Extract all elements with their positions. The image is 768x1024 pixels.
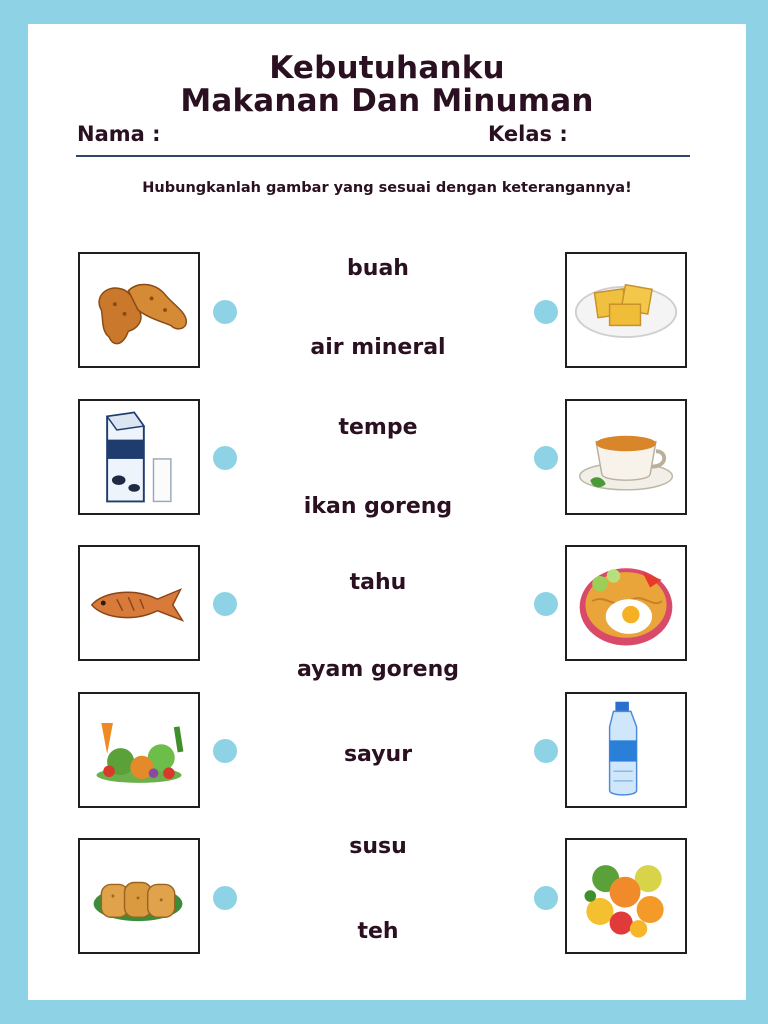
tea-picture [565,399,687,515]
left-dot-3[interactable] [213,592,237,616]
fried-fish-icon [80,547,198,659]
tofu-icon [567,254,685,366]
fruits-icon [567,840,685,952]
title-line-1: Kebutuhanku [269,50,505,86]
tea-cup-icon [567,401,685,513]
right-dot-2[interactable] [534,446,558,470]
right-dot-3[interactable] [534,592,558,616]
word-tahu: tahu [349,570,407,595]
fruits-picture [565,838,687,954]
left-dot-1[interactable] [213,300,237,324]
class-field-label: Kelas : [488,122,568,146]
title-line-2: Makanan Dan Minuman [180,83,594,119]
instruction-text: Hubungkanlah gambar yang sesuai dengan keterangannya! [142,180,632,196]
milk-carton-icon [80,401,198,513]
water-bottle-icon [567,694,685,806]
noodles-picture [565,545,687,661]
vegetables-icon [80,694,198,806]
right-dot-5[interactable] [534,886,558,910]
worksheet [28,24,746,1000]
word-tempe: tempe [338,415,418,440]
word-sayur: sayur [343,742,413,767]
left-dot-5[interactable] [213,886,237,910]
right-dot-1[interactable] [534,300,558,324]
word-air-mineral: air mineral [310,335,446,360]
name-class-underline[interactable] [76,155,690,157]
name-field-label: Nama : [77,122,161,146]
word-ikan-goreng: ikan goreng [303,494,453,519]
tofu-picture [565,252,687,368]
tempeh-icon [80,840,198,952]
left-dot-4[interactable] [213,739,237,763]
fried-chicken-picture [78,252,200,368]
fish-picture [78,545,200,661]
fried-chicken-icon [80,254,198,366]
word-susu: susu [349,834,407,859]
right-dot-4[interactable] [534,739,558,763]
word-ayam-goreng: ayam goreng [297,657,459,682]
water-picture [565,692,687,808]
milk-picture [78,399,200,515]
vegetables-picture [78,692,200,808]
page-title [28,52,746,118]
word-buah: buah [347,256,409,281]
word-teh: teh [357,919,399,944]
fried-noodles-egg-icon [567,547,685,659]
tempeh-picture [78,838,200,954]
left-dot-2[interactable] [213,446,237,470]
